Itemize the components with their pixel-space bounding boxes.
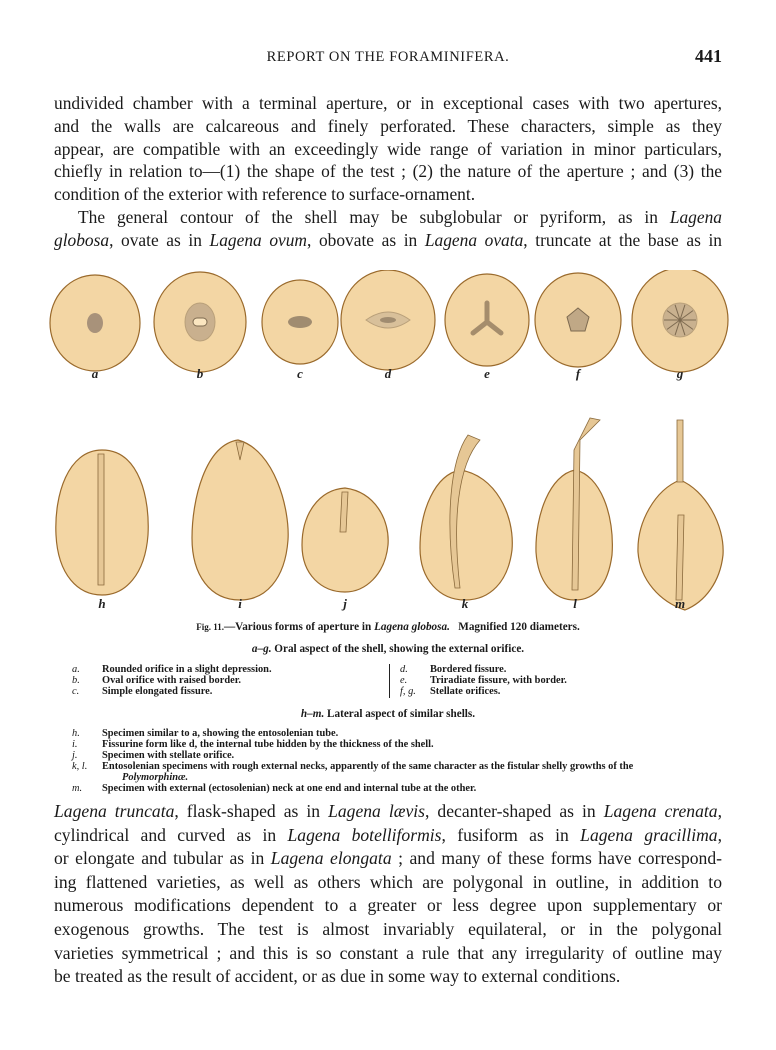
lateral-shell-h — [56, 450, 148, 611]
figure-label: g — [676, 366, 684, 381]
figure-label: j — [343, 596, 347, 611]
text-line: numerous modifications dependent to a greater or less degree upon supplementary or — [54, 895, 722, 916]
figure-label: f — [575, 366, 581, 381]
text-line: condition of the exterior with reference to surface-ornament. — [54, 184, 476, 205]
figure-label: c — [297, 366, 303, 381]
legend-item: m. Specimen with external (ectosolenian) neck at one end and internal tube at the other. — [72, 783, 477, 794]
figure-label: a — [91, 366, 99, 381]
page-number: 441 — [695, 46, 722, 66]
aperture — [380, 317, 396, 323]
shell-outline — [192, 440, 288, 600]
lateral-legend — [72, 728, 722, 794]
figure-caption: Fig. 11.—Various forms of aperture in Lagena globosa. Magnified 120 diameters. — [196, 621, 580, 633]
legend-item: b. Oval orifice with raised border. — [72, 675, 242, 686]
legend-item: f, g. Stellate orifices. — [400, 686, 501, 697]
shell-outline — [420, 470, 512, 600]
text-line: or elongate and tubular as in Lagena elongata ; and many of these forms have correspond- — [54, 848, 723, 869]
running-header — [54, 46, 722, 68]
paragraph-1 — [54, 92, 722, 206]
oral-shell-g — [632, 270, 728, 381]
lateral-shell-l — [536, 418, 612, 611]
lateral-shell-i — [192, 440, 288, 611]
text-line: varieties symmetrical ; and this is so constant a rule that any irregularity of outline may — [54, 942, 722, 963]
text-line: and the walls are calcareous and finely perforated. These characters, simple as they — [54, 115, 722, 136]
oral-shell-b — [154, 272, 246, 381]
lateral-shell-m — [638, 420, 723, 611]
figure-label: e — [484, 366, 490, 381]
text-line: cylindrical and curved as in Lagena botelliformis, fusiform as in Lagena gracillima, — [54, 824, 722, 845]
aperture — [193, 318, 207, 326]
paragraph-3 — [54, 800, 722, 989]
tube — [98, 454, 104, 585]
legend-item: h. Specimen similar to a, showing the entosolenian tube. — [72, 728, 339, 739]
legend-item: d. Bordered fissure. — [400, 664, 507, 675]
running-title: REPORT ON THE FORAMINIFERA. — [266, 49, 510, 65]
oral-shell-d — [341, 270, 435, 381]
text-line: be treated as the result of accident, or as due in some way to external conditions. — [54, 966, 621, 987]
legend-item-continuation: Polymorphinæ. — [122, 772, 189, 783]
figure-label: l — [573, 596, 577, 611]
legend-item: a. Rounded orifice in a slight depression. — [72, 664, 272, 675]
legend-item: k, l. Entosolenian specimens with rough external necks, apparently of the same character as the fistular shelly growths of the — [72, 761, 634, 772]
oral-heading: a–g. Oral aspect of the shell, showing the external orifice. — [251, 643, 525, 655]
oral-shell-f — [535, 273, 621, 381]
lateral-heading: h–m. Lateral aspect of similar shells. — [300, 708, 476, 720]
text-line: appear, are compatible with an exceedingly wide range of variation in minor particulars, — [54, 138, 722, 159]
legend-item: c. Simple elongated fissure. — [72, 686, 213, 697]
figure-label: h — [98, 596, 106, 611]
oral-legend-left — [72, 664, 272, 697]
text-line: The general contour of the shell may be subglobular or pyriform, as in Lagena — [78, 207, 722, 227]
legend-item: i. Fissurine form like d, the internal tube hidden by the thickness of the shell. — [72, 739, 434, 750]
oral-legend-right — [400, 664, 567, 697]
figure-label: b — [196, 366, 204, 381]
text-line: globosa, ovate as in Lagena ovum, obovate as in Lagena ovata, truncate at the base as in — [54, 229, 722, 250]
paragraph-2 — [54, 206, 722, 252]
figure-11-illustration — [0, 270, 776, 620]
aperture — [288, 316, 312, 328]
text-line: ing flattened varieties, as well as others which are polygonal in outline, in addition to — [54, 871, 722, 892]
figure-label: m — [674, 596, 686, 611]
text-line: undivided chamber with a terminal aperture, or in exceptional cases with two apertures, — [54, 93, 722, 113]
lateral-shell-k — [420, 435, 512, 611]
figure-label: k — [461, 596, 469, 611]
oral-shell-a — [50, 275, 140, 381]
text-line: Lagena truncata, flask-shaped as in Lagena lævis, decanter-shaped as in Lagena crenata, — [54, 801, 722, 821]
figure-label: i — [238, 596, 242, 611]
oral-shell-e — [445, 274, 529, 381]
text-line: chiefly in relation to—(1) the shape of the test ; (2) the nature of the aperture ; and (3) the — [54, 161, 722, 182]
aperture — [87, 313, 103, 333]
legend-item: e. Triradiate fissure, with border. — [400, 675, 567, 686]
text-line: exogenous growths. The test is almost invariably equilateral, or in the polygonal — [54, 918, 722, 939]
legend-divider — [389, 664, 390, 698]
lateral-shell-j — [302, 488, 388, 611]
oral-shell-c — [262, 280, 338, 381]
figure-label: d — [384, 366, 392, 381]
legend-item: j. Specimen with stellate orifice. — [72, 750, 235, 761]
